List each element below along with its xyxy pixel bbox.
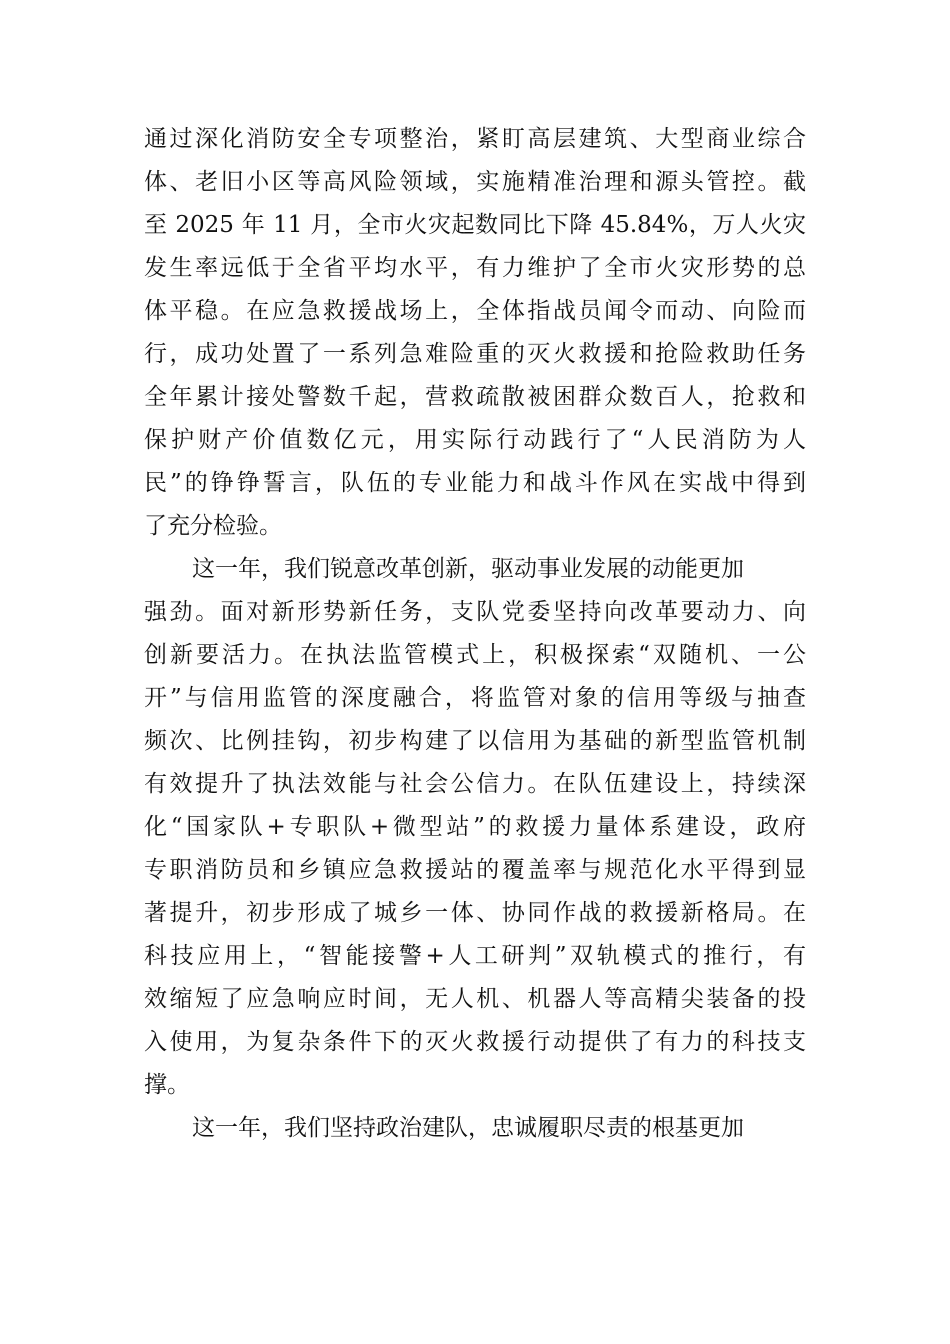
text-line: 行，成功处置了一系列急难险重的灭火救援和抢险救助任务 — [144, 341, 806, 367]
text-line: 这一年，我们锐意改革创新，驱动事业发展的动能更加 — [192, 556, 744, 582]
text-line: 著提升，初步形成了城乡一体、协同作战的救援新格局。在 — [144, 900, 806, 926]
text-line: 创新要活力。在执法监管模式上，积极探索“双随机、一公 — [144, 642, 806, 668]
text-line: 了充分检验。 — [144, 513, 282, 539]
text-line: 体平稳。在应急救援战场上，全体指战员闻令而动、向险而 — [144, 298, 806, 324]
text-line: 开”与信用监管的深度融合，将监管对象的信用等级与抽查 — [144, 685, 806, 711]
text-line: 强劲。面对新形势新任务，支队党委坚持向改革要动力、向 — [144, 599, 806, 625]
text-line: 发生率远低于全省平均水平，有力维护了全市火灾形势的总 — [144, 255, 806, 281]
text-line: 至 2025 年 11 月，全市火灾起数同比下降 45.84%，万人火灾 — [144, 212, 806, 238]
text-line: 频次、比例挂钩，初步构建了以信用为基础的新型监管机制 — [144, 728, 806, 754]
text-line: 保护财产价值数亿元，用实际行动践行了“人民消防为人 — [144, 427, 806, 453]
text-line: 撑。 — [144, 1072, 190, 1098]
text-line: 效缩短了应急响应时间，无人机、机器人等高精尖装备的投 — [144, 986, 806, 1012]
text-line: 民”的铮铮誓言，队伍的专业能力和战斗作风在实战中得到 — [144, 470, 806, 496]
text-line: 这一年，我们坚持政治建队，忠诚履职尽责的根基更加 — [192, 1115, 744, 1141]
text-line: 有效提升了执法效能与社会公信力。在队伍建设上，持续深 — [144, 771, 806, 797]
text-line: 科技应用上，“智能接警+人工研判”双轨模式的推行，有 — [144, 943, 806, 969]
text-line: 全年累计接处警数千起，营救疏散被困群众数百人，抢救和 — [144, 384, 806, 410]
text-line: 入使用，为复杂条件下的灭火救援行动提供了有力的科技支 — [144, 1029, 806, 1055]
text-line: 体、老旧小区等高风险领域，实施精准治理和源头管控。截 — [144, 169, 806, 195]
text-line: 专职消防员和乡镇应急救援站的覆盖率与规范化水平得到显 — [144, 857, 806, 883]
text-line: 通过深化消防安全专项整治，紧盯高层建筑、大型商业综合 — [144, 126, 806, 152]
text-line: 化“国家队+专职队+微型站”的救援力量体系建设，政府 — [144, 814, 806, 840]
